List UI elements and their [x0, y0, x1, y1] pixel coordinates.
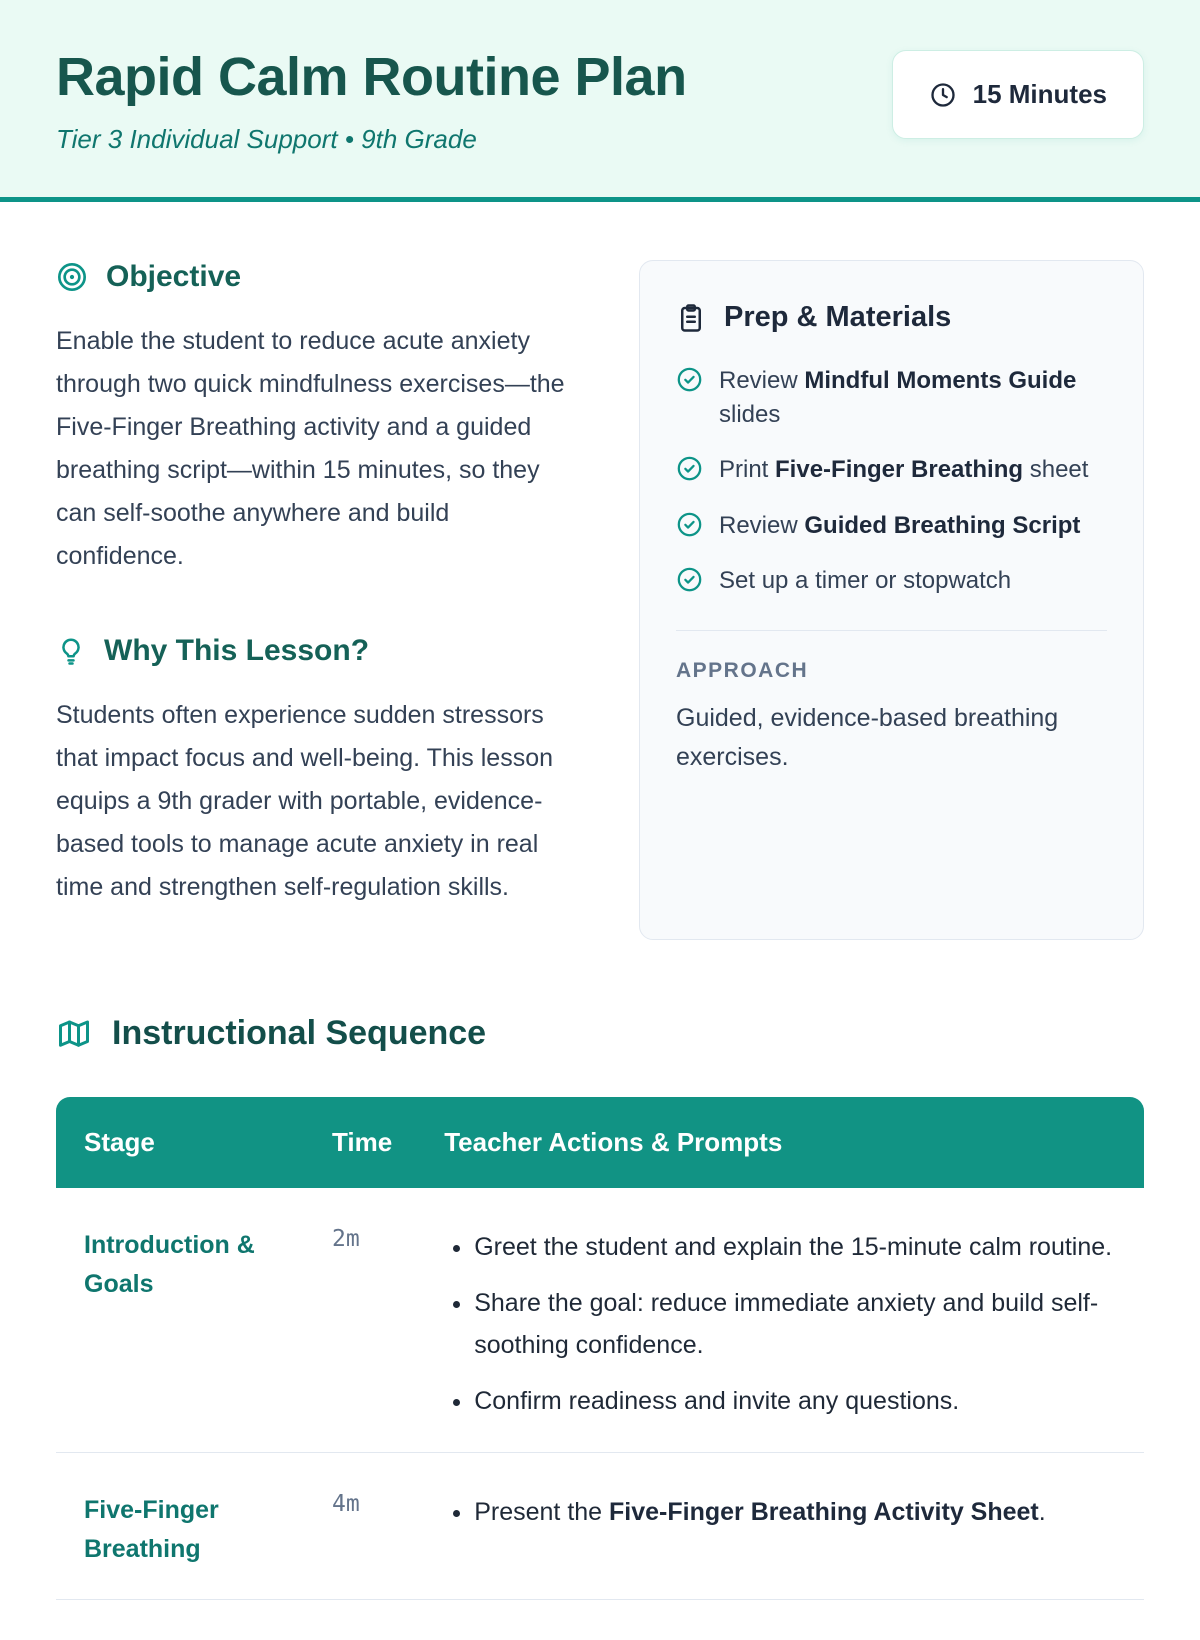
why-heading [56, 634, 577, 668]
map-icon [56, 1016, 92, 1052]
objective-heading [56, 260, 577, 294]
time-cell: 4m [306, 1453, 418, 1600]
prep-checklist [676, 364, 1107, 598]
why-section [56, 634, 577, 909]
sequence-table-head [56, 1097, 1144, 1188]
prep-item-text: Print Five-Finger Breathing sheet [719, 456, 1089, 484]
action-item: • Confirm readiness and invite any questions. [474, 1380, 1118, 1422]
column-header-stage: Stage [56, 1097, 306, 1188]
prep-heading [676, 301, 1107, 334]
objective-section [56, 260, 577, 578]
time-cell: 2m [306, 1188, 418, 1453]
table-row [56, 1188, 1144, 1453]
action-item: • Present the Five-Finger Breathing Activity Sheet. [474, 1491, 1118, 1533]
prep-item-text: Review Mindful Moments Guide slides [719, 367, 1077, 428]
clock-icon [929, 81, 957, 109]
duration-label: 15 Minutes [972, 79, 1107, 109]
prep-item [676, 364, 1107, 431]
prep-item [676, 453, 1107, 487]
page-subtitle: Tier 3 Individual Support • 9th Grade [56, 124, 477, 154]
approach-text: Guided, evidence-based breathing exercises. [676, 703, 1059, 771]
header-titles [56, 46, 687, 155]
sequence-heading [56, 1014, 1144, 1053]
actions-list [444, 1491, 1118, 1533]
objective-text: Enable the student to reduce acute anxiety through two quick mindfulness exercises—the Five-Finger Breathing activity and a guided breathing script—within 15 minutes, so they can self-soothe anywhere and build confidence. [56, 327, 565, 570]
sequence-heading-label: Instructional Sequence [112, 1014, 487, 1052]
clipboard-icon [676, 302, 706, 334]
sequence-section [56, 1014, 1144, 1600]
check-circle-icon [676, 455, 703, 482]
check-circle-icon [676, 511, 703, 538]
prep-item [676, 564, 1107, 598]
check-circle-icon [676, 366, 703, 393]
actions-cell [418, 1188, 1144, 1453]
prep-materials-card [639, 260, 1144, 940]
prep-heading-label: Prep & Materials [724, 301, 952, 333]
target-icon [56, 261, 88, 293]
left-column [56, 260, 577, 909]
action-item: • Share the goal: reduce immediate anxiety and build self-soothing confidence. [474, 1282, 1118, 1366]
prep-item-text: Review Guided Breathing Script [719, 511, 1081, 539]
why-heading-label: Why This Lesson? [104, 634, 370, 667]
prep-divider [676, 630, 1107, 631]
duration-badge [892, 50, 1144, 139]
why-text: Students often experience sudden stressors that impact focus and well-being. This lesson equips a 9th grader with portable, evidence-based tools to manage acute anxiety in real time and strengthen self-regulation skills. [56, 701, 554, 901]
sequence-table [56, 1097, 1144, 1600]
actions-list [444, 1226, 1118, 1422]
action-item: • Greet the student and explain the 15-minute calm routine. [474, 1226, 1118, 1268]
actions-cell [418, 1453, 1144, 1600]
page-title: Rapid Calm Routine Plan [56, 47, 687, 107]
approach-label: APPROACH [676, 658, 809, 682]
table-row [56, 1453, 1144, 1600]
check-circle-icon [676, 566, 703, 593]
objective-heading-label: Objective [106, 260, 242, 293]
stage-cell: Five-Finger Breathing [56, 1453, 306, 1600]
stage-cell: Introduction & Goals [56, 1188, 306, 1453]
lightbulb-icon [56, 635, 86, 667]
column-header-time: Time [306, 1097, 418, 1188]
prep-item-text: Set up a timer or stopwatch [719, 567, 1012, 595]
top-grid [56, 260, 1144, 940]
column-header-actions: Teacher Actions & Prompts [418, 1097, 1144, 1188]
header [0, 0, 1200, 197]
sequence-table-body [56, 1188, 1144, 1600]
prep-item [676, 509, 1107, 543]
main-content [0, 202, 1200, 1640]
